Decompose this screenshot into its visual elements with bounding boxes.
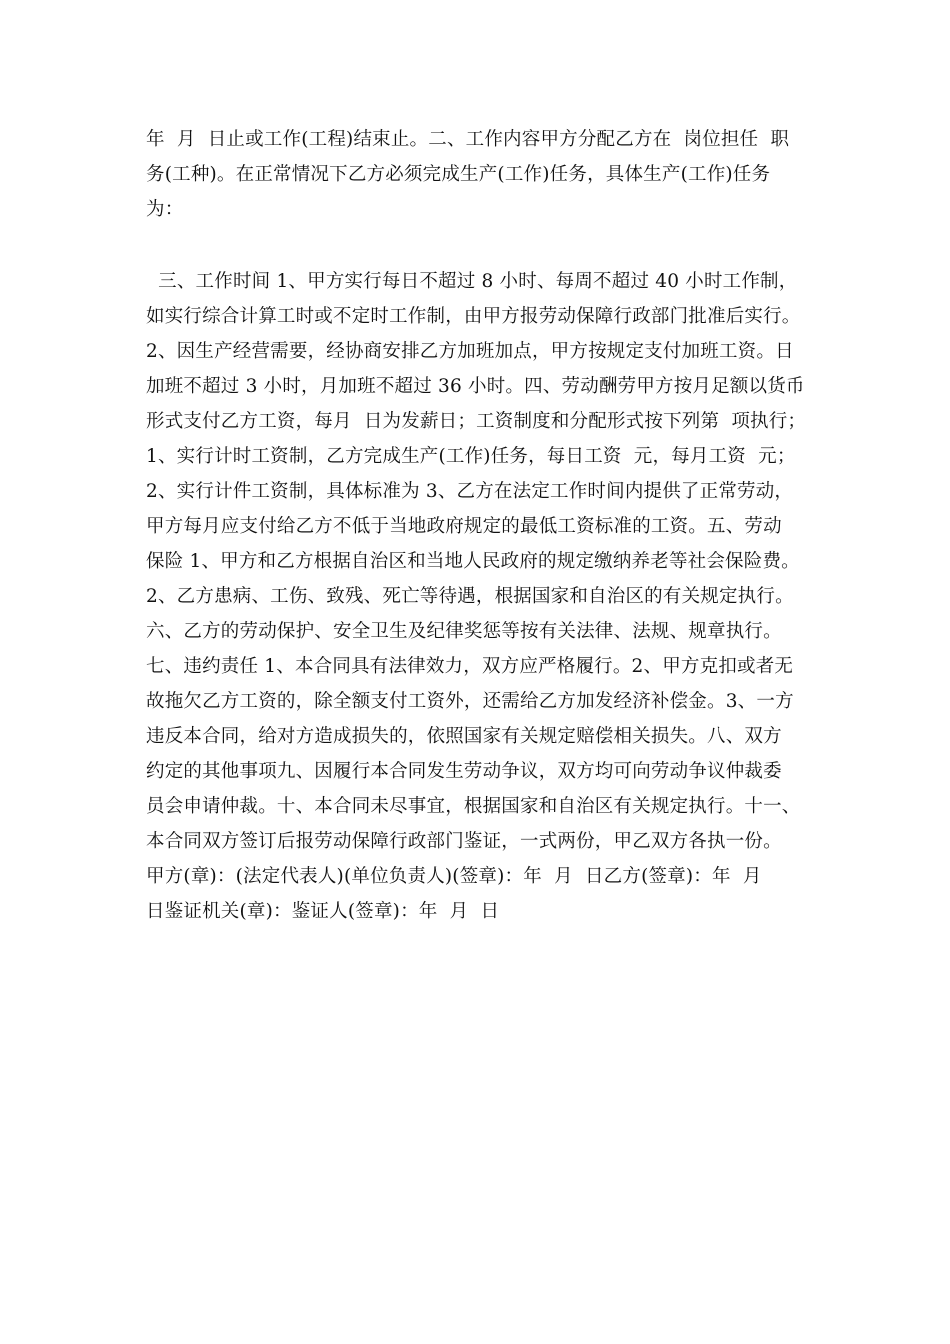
paragraph-contract-terms bbox=[146, 264, 826, 929]
text-line: 加班不超过 3 小时，月加班不超过 36 小时。四、劳动酬劳甲方按月足额以货币 bbox=[146, 376, 805, 397]
text-line: 2、因生产经营需要，经协商安排乙方加班加点，甲方按规定支付加班工资。日 bbox=[146, 341, 794, 362]
text-line: 2、乙方患病、工伤、致残、死亡等待遇，根据国家和自治区的有关规定执行。 bbox=[146, 586, 794, 607]
signature-line: 日鉴证机关(章)：鉴证人(签章)：年 月 日 bbox=[146, 901, 500, 922]
text-line: 为： bbox=[146, 199, 184, 220]
text-line: 员会申请仲裁。十、本合同未尽事宜，根据国家和自治区有关规定执行。十一、 bbox=[146, 796, 801, 817]
signature-line: 甲方(章)：(法定代表人)(单位负责人)(签章)：年 月 日乙方(签章)：年 月 bbox=[146, 866, 762, 887]
text-line: 1、实行计时工资制，乙方完成生产(工作)任务，每日工资 元，每月工资 元； bbox=[146, 446, 796, 467]
text-line: 务(工种)。在正常情况下乙方必须完成生产(工作)任务，具体生产(工作)任务 bbox=[146, 164, 771, 185]
text-line: 故拖欠乙方工资的，除全额支付工资外，还需给乙方加发经济补偿金。3、一方 bbox=[146, 691, 794, 712]
text-line: 年 月 日止或工作(工程)结束止。二、工作内容甲方分配乙方在 岗位担任 职 bbox=[146, 129, 790, 150]
text-line: 七、违约责任 1、本合同具有法律效力，双方应严格履行。2、甲方克扣或者无 bbox=[146, 656, 794, 677]
text-line: 如实行综合计算工时或不定时工作制，由甲方报劳动保障行政部门批准后实行。 bbox=[146, 306, 801, 327]
text-line: 保险 1、甲方和乙方根据自治区和当地人民政府的规定缴纳养老等社会保险费。 bbox=[146, 551, 800, 572]
text-line: 三、工作时间 1、甲方实行每日不超过 8 小时、每周不超过 40 小时工作制， bbox=[146, 271, 798, 292]
text-line: 本合同双方签订后报劳动保障行政部门鉴证，一式两份，甲乙双方各执一份。 bbox=[146, 831, 782, 852]
text-line: 2、实行计件工资制，具体标准为 3、乙方在法定工作时间内提供了正常劳动， bbox=[146, 481, 794, 502]
text-line: 甲方每月应支付给乙方不低于当地政府规定的最低工资标准的工资。五、劳动 bbox=[146, 516, 782, 537]
text-line: 约定的其他事项九、因履行本合同发生劳动争议，双方均可向劳动争议仲裁委 bbox=[146, 761, 782, 782]
text-line: 六、乙方的劳动保护、安全卫生及纪律奖惩等按有关法律、法规、规章执行。 bbox=[146, 621, 782, 642]
text-line: 形式支付乙方工资，每月 日为发薪日；工资制度和分配形式按下列第 项执行； bbox=[146, 411, 807, 432]
text-line: 违反本合同，给对方造成损失的，依照国家有关规定赔偿相关损失。八、双方 bbox=[146, 726, 782, 747]
paragraph-work-content bbox=[146, 122, 826, 227]
